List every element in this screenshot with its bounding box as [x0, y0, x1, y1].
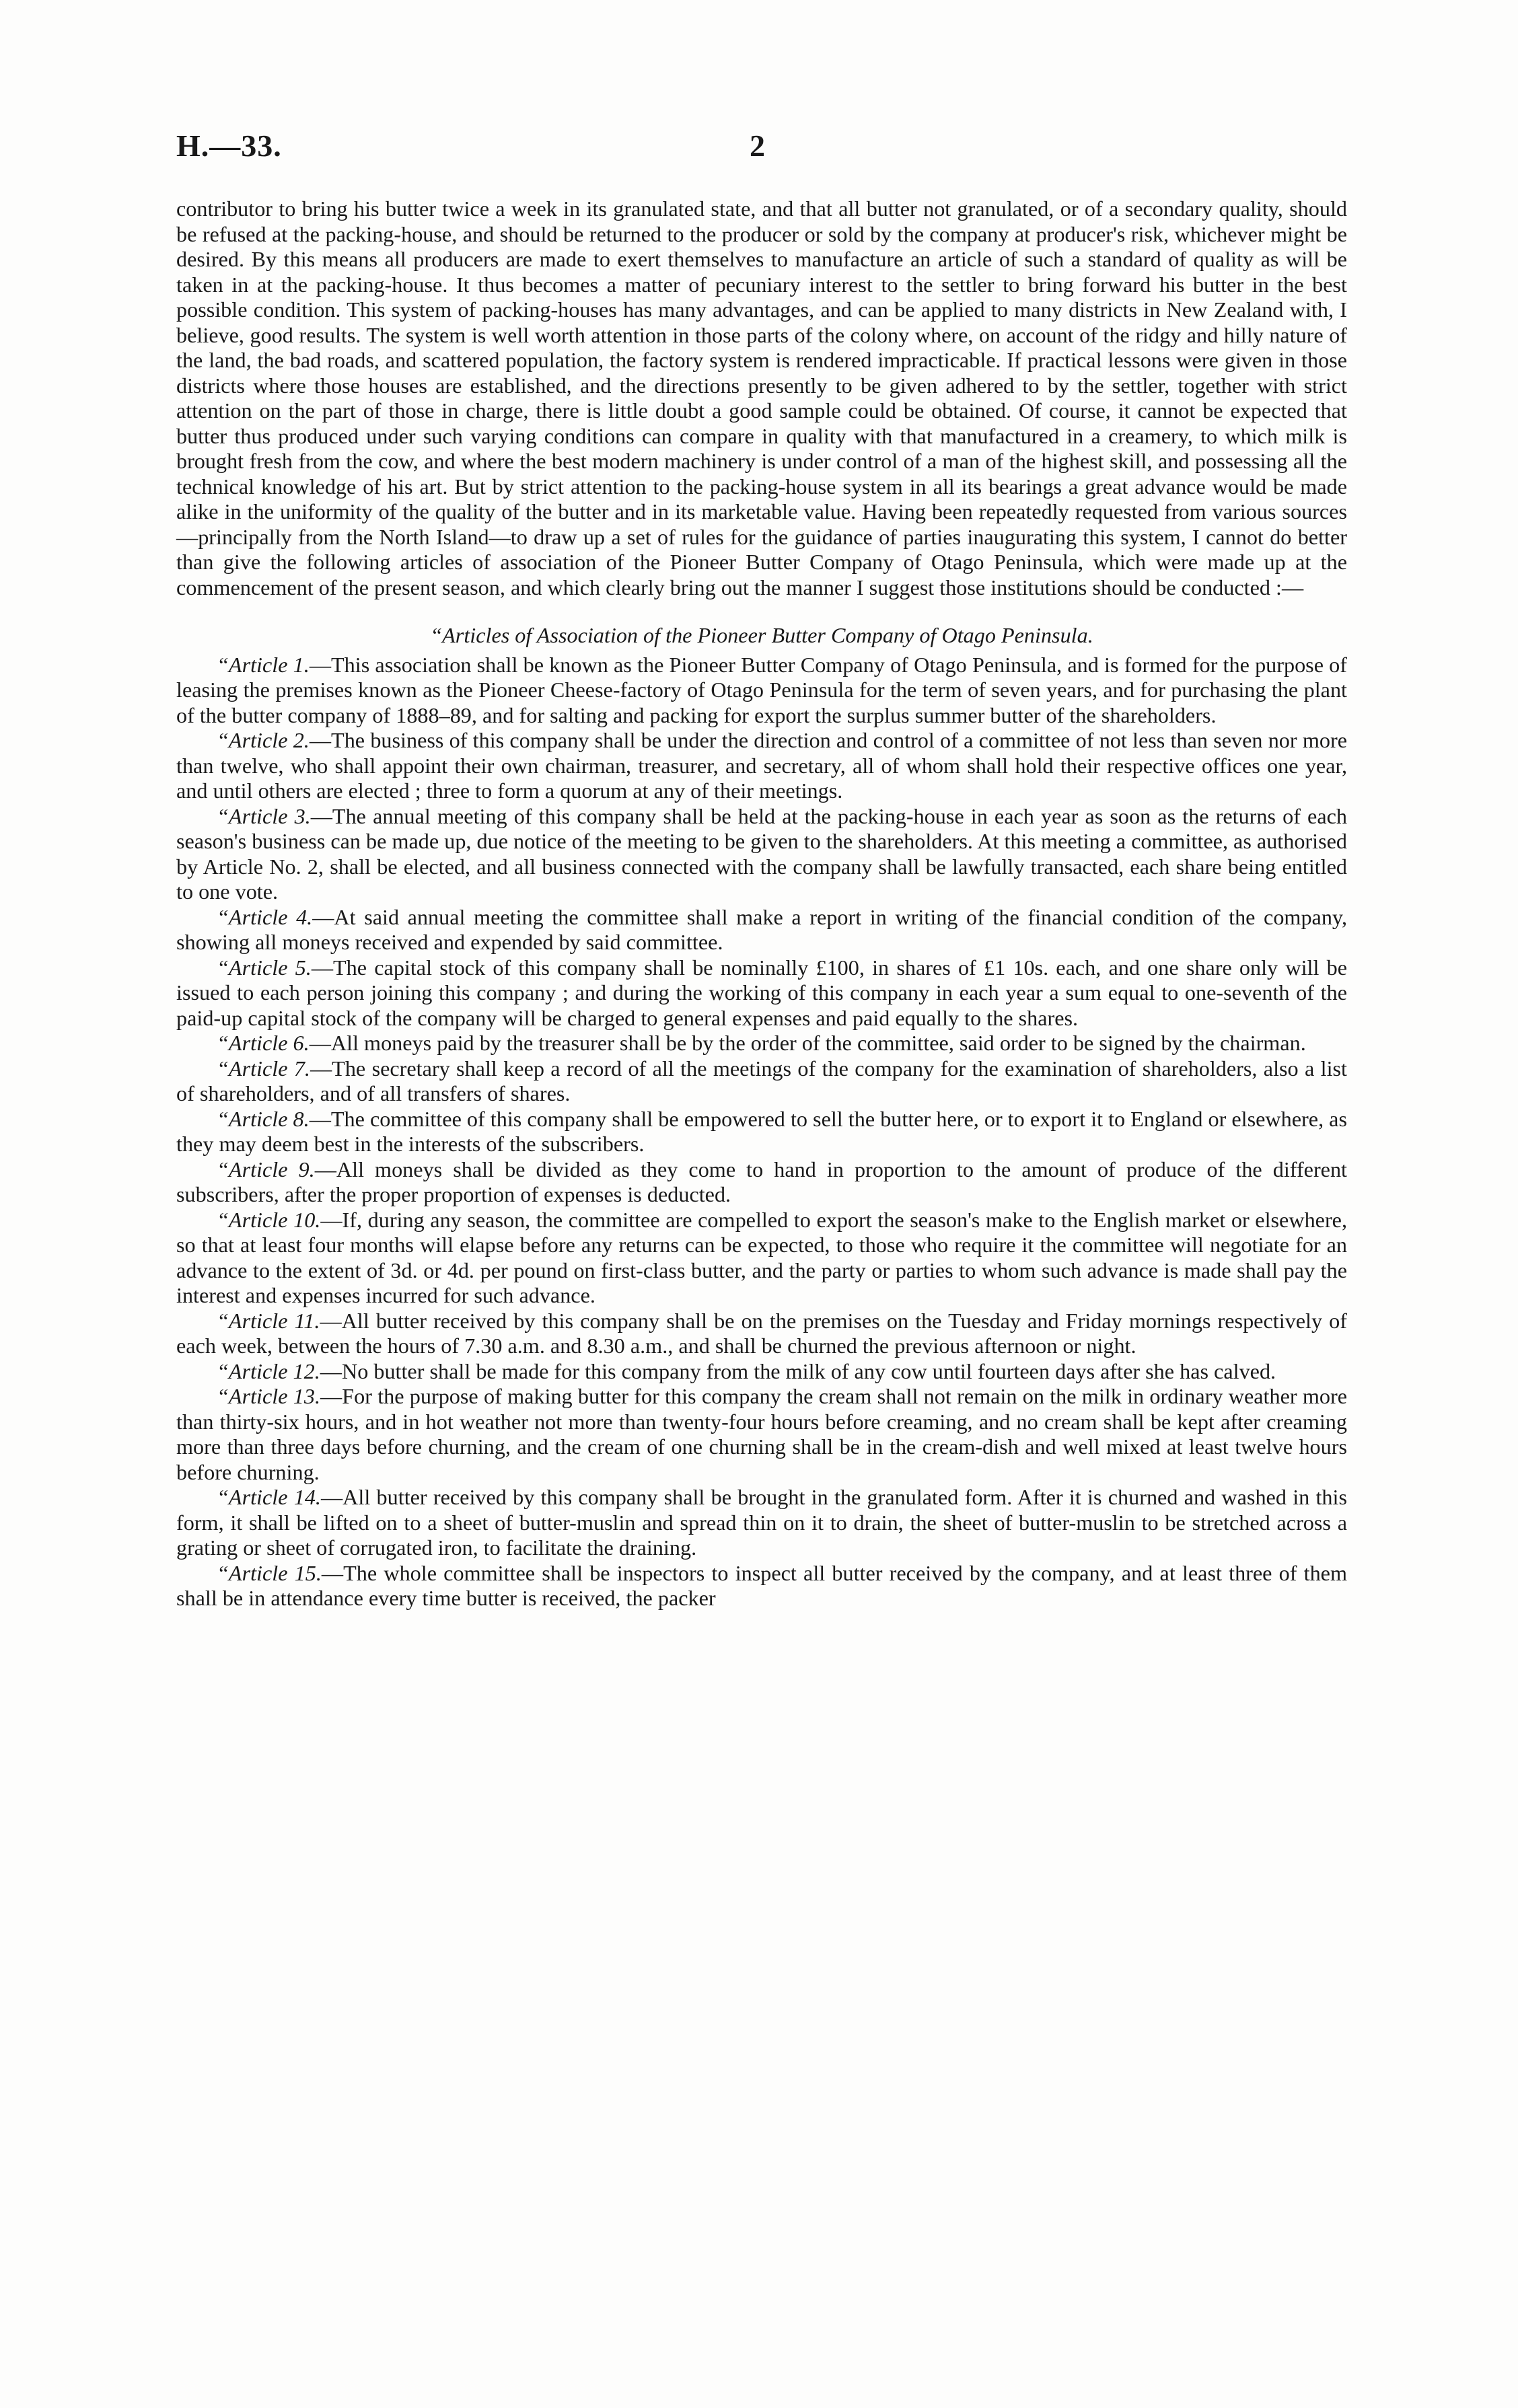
article-text: —The whole committee shall be inspectors to inspect all butter received by the company, and at least three of them shall be in attendance every time butter is received, the packer	[176, 1560, 1347, 1610]
article-label: “Article 8.	[217, 1106, 310, 1131]
article-label: “Article 5.	[217, 955, 312, 980]
article-label: “Article 7.	[217, 1056, 310, 1081]
document-reference: H.—33.	[176, 129, 282, 163]
article-text: —No butter shall be made for this company from the milk of any cow until fourteen days after she has calved.	[320, 1358, 1276, 1383]
intro-paragraph: contributor to bring his butter twice a week in its granulated state, and that all butter not granulated, or of a secondary quality, should be refused at the packing-house, and should be returned to the producer or sold by the company at producer's risk, whichever might be desired. By this means all producers are made to exert themselves to manufacture an article of such a standard of quality as will be taken in at the packing-house. It thus becomes a matter of pecuniary interest to the settler to bring forward his butter in the best possible condition. This system of packing-houses has many advantages, and can be applied to many districts in New Zealand with, I believe, good results. The system is well worth attention in those parts of the colony where, on account of the ridgy and hilly nature of the land, the bad roads, and scattered population, the factory system is rendered impracticable. If practical lessons were given in those districts where those houses are established, and the directions presently to be given adhered to by the settler, together with strict attention on the part of those in charge, there is little doubt a good sample could be obtained. Of course, it cannot be expected that butter thus produced under such varying conditions can compare in quality with that manufactured in a creamery, to which milk is brought fresh from the cow, and where the best modern machinery is under control of a man of the highest skill, and possessing all the technical knowledge of his art. But by strict attention to the packing-house system in all its bearings a great advance would be made alike in the uniformity of the quality of the butter and in its marketable value. Having been repeatedly requested from various sources—principally from the North Island—to draw up a set of rules for the guidance of parties inaugurating this system, I cannot do better than give the following articles of association of the Pioneer Butter Company of Otago Peninsula, which were made up at the commencement of the present season, and which clearly bring out the manner I suggest those institutions should be conducted :—	[176, 196, 1347, 599]
article-label: “Article 12.	[217, 1358, 320, 1383]
article-text: —All butter received by this company shall be on the premises on the Tuesday and Friday mornings respectively of each week, between the hours of 7.30 a.m. and 8.30 a.m., and shall be churned the previous afternoon or night.	[176, 1308, 1347, 1358]
article-15	[176, 1561, 1347, 1611]
article-3	[176, 804, 1347, 905]
article-label: “Article 9.	[217, 1157, 315, 1181]
article-text: —All moneys paid by the treasurer shall be by the order of the committee, said order to be signed by the chairman.	[309, 1031, 1306, 1055]
article-1	[176, 653, 1347, 729]
article-9	[176, 1157, 1347, 1208]
article-7	[176, 1056, 1347, 1107]
body-text	[176, 196, 1347, 1611]
article-text: —The committee of this company shall be empowered to sell the butter here, or to export it to England or elsewhere, as they may deem best in the interests of the subscribers.	[176, 1106, 1347, 1156]
article-label: “Article 3.	[217, 803, 311, 828]
article-text: —The annual meeting of this company shall be held at the packing-house in each year as soon as the returns of each season's business can be made up, due notice of the meeting to be given to the shareholders. At this meeting a committee, as authorised by Article No. 2, shall be elected, and all business connected with the company shall be lawfully transacted, each share being entitled to one vote.	[176, 803, 1347, 904]
article-text: —At said annual meeting the committee shall make a report in writing of the financial condition of the company, showing all moneys received and expended by said committee.	[176, 904, 1347, 954]
article-label: “Article 1.	[217, 652, 310, 677]
article-text: —This association shall be known as the Pioneer Butter Company of Otago Peninsula, and is formed for the purpose of leasing the premises known as the Pioneer Cheese-factory of Otago Peninsula for the term of seven years, and for purchasing the plant of the butter company of 1888–89, and for salting and packing for export the surplus summer butter of the shareholders.	[176, 652, 1347, 727]
article-14	[176, 1485, 1347, 1561]
article-text: —The capital stock of this company shall be nominally £100, in shares of £1 10s. each, and one share only will be issued to each person joining this company ; and during the working of this company in each year a sum equal to one-seventh of the paid-up capital stock of the company will be charged to general expenses and paid equally to the shares.	[176, 955, 1347, 1030]
article-6	[176, 1031, 1347, 1056]
article-label: “Article 14.	[217, 1485, 321, 1509]
article-label: “Article 10.	[217, 1207, 321, 1232]
article-4	[176, 905, 1347, 955]
article-label: “Article 15.	[217, 1560, 322, 1585]
article-5	[176, 955, 1347, 1031]
article-label: “Article 13.	[217, 1384, 321, 1408]
article-text: —If, during any season, the committee are compelled to export the season's make to the English market or elsewhere, so that at least four months will elapse before any returns can be expected, to those who require it the committee will negotiate for an advance to the extent of 3d. or 4d. per pound on first-class butter, and the party or parties to whom such advance is made shall pay the interest and expenses incurred for such advance.	[176, 1207, 1347, 1307]
article-label: “Article 6.	[217, 1031, 310, 1055]
article-text: —All butter received by this company shall be brought in the granulated form. After it is churned and washed in this form, it shall be lifted on to a sheet of butter-muslin and spread thin on it to drain, the sheet of butter-muslin to be stretched across a grating or sheet of corrugated iron, to facilitate the draining.	[176, 1485, 1347, 1560]
article-13	[176, 1384, 1347, 1485]
article-text: —The business of this company shall be under the direction and control of a committee of not less than seven nor more than twelve, who shall appoint their own chairman, treasurer, and secretary, all of whom shall hold their respective offices one year, and until others are elected ; three to form a quorum at any of their meetings.	[176, 728, 1347, 803]
article-label: “Article 4.	[217, 904, 313, 929]
article-8	[176, 1107, 1347, 1157]
article-10	[176, 1208, 1347, 1309]
article-text: —All moneys shall be divided as they come to hand in proportion to the amount of produce of the different subscribers, after the proper proportion of expenses is deducted.	[176, 1157, 1347, 1206]
page-number: 2	[750, 129, 765, 163]
article-text: —For the purpose of making butter for this company the cream shall not remain on the milk in ordinary weather more than thirty-six hours, and in hot weather not more than twenty-four hours before creaming, and no cream shall be kept after creaming more than three days before churning, and the cream of one churning shall be in the cream-dish and well mixed at least twelve hours before churning.	[176, 1384, 1347, 1484]
article-text: —The secretary shall keep a record of all the meetings of the company for the examination of shareholders, also a list of shareholders, and of all transfers of shares.	[176, 1056, 1347, 1105]
article-label: “Article 11.	[217, 1308, 320, 1333]
article-11	[176, 1309, 1347, 1359]
page-header	[176, 128, 1347, 175]
section-heading: “Articles of Association of the Pioneer Butter Company of Otago Peninsula.	[430, 623, 1093, 647]
article-12	[176, 1359, 1347, 1385]
article-label: “Article 2.	[217, 728, 310, 752]
article-2	[176, 728, 1347, 804]
